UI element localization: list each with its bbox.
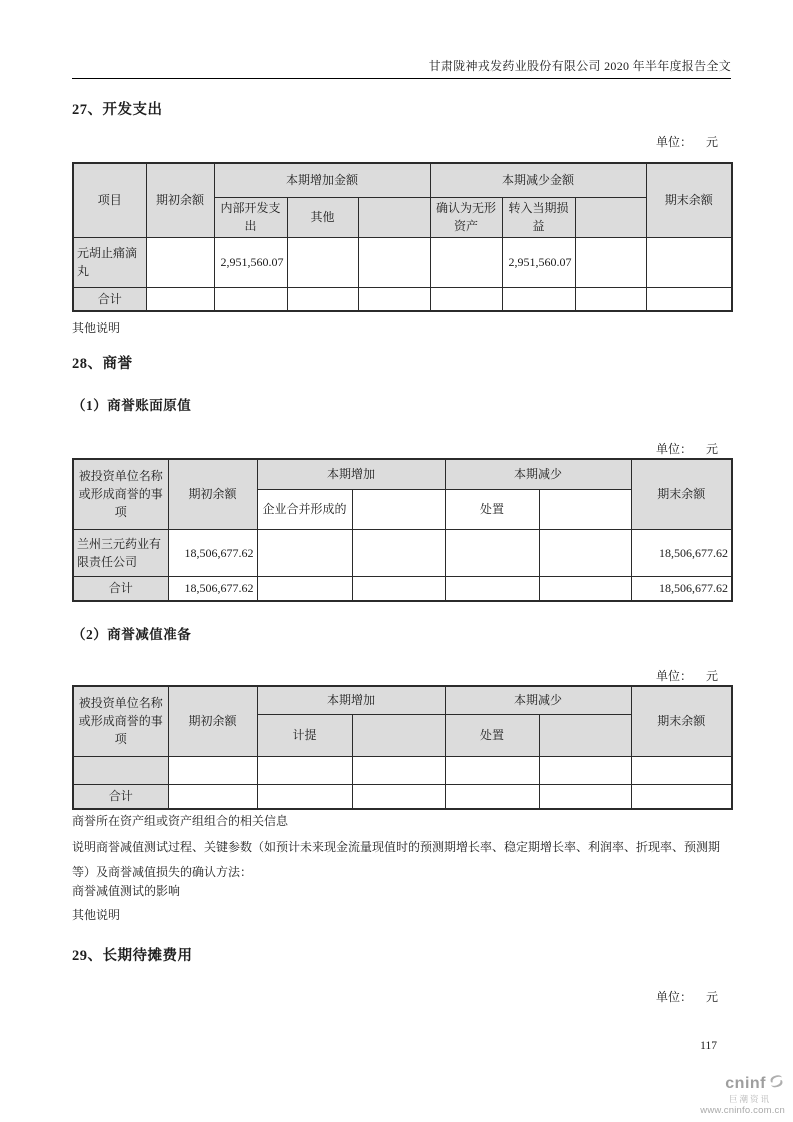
cell-internal-dev: 2,951,560.07 bbox=[214, 237, 287, 287]
th-investee: 被投资单位名称或形成商誉的事项 bbox=[73, 686, 168, 756]
unit-line-1 bbox=[656, 133, 718, 150]
th-blank bbox=[539, 714, 631, 756]
unit-value: 元 bbox=[705, 442, 718, 456]
header-divider bbox=[72, 78, 731, 79]
th-blank bbox=[575, 197, 646, 237]
cninfo-logo bbox=[655, 1074, 785, 1115]
cell-empty bbox=[257, 784, 352, 809]
th-disposal: 处置 bbox=[445, 489, 539, 529]
th-blank bbox=[352, 714, 445, 756]
cell-total-closing: 18,506,677.62 bbox=[631, 576, 732, 601]
total-row bbox=[73, 287, 732, 311]
th-opening-balance: 期初余额 bbox=[168, 459, 257, 529]
cell-merger bbox=[257, 529, 352, 576]
cell-closing: 18,506,677.62 bbox=[631, 529, 732, 576]
cninfo-swirl-icon bbox=[768, 1074, 785, 1093]
th-blank bbox=[358, 197, 430, 237]
cell-investee-name: 兰州三元药业有限责任公司 bbox=[73, 529, 168, 576]
cell-closing bbox=[646, 237, 732, 287]
goodwill-note-3: 商誉减值测试的影响 bbox=[72, 884, 181, 898]
unit-label: 单位： bbox=[655, 442, 692, 456]
cell-increase-blank bbox=[358, 237, 430, 287]
table-row bbox=[73, 237, 732, 287]
th-blank bbox=[352, 489, 445, 529]
th-decrease-group: 本期减少金额 bbox=[430, 163, 646, 197]
section-28-sub2-title: （2）商誉减值准备 bbox=[72, 627, 192, 642]
cell-empty bbox=[631, 756, 732, 784]
cell-total-opening: 18,506,677.62 bbox=[168, 576, 257, 601]
th-to-intangible: 确认为无形资产 bbox=[430, 197, 502, 237]
unit-label: 单位： bbox=[655, 135, 692, 149]
section-29-title: 29、长期待摊费用 bbox=[72, 948, 193, 964]
unit-label: 单位： bbox=[655, 669, 692, 683]
th-accrual: 计提 bbox=[257, 714, 352, 756]
cninfo-brand-text: cninf bbox=[725, 1074, 766, 1092]
cell-total-label: 合计 bbox=[73, 287, 146, 311]
cell-empty bbox=[168, 784, 257, 809]
cell-empty bbox=[430, 287, 502, 311]
cell-increase-blank bbox=[352, 529, 445, 576]
goodwill-note-2: 说明商誉减值测试过程、关键参数（如预计未来现金流量现值时的预测期增长率、稳定期增长率、利润率、折现率、预测期等）及商誉减值损失的确认方法： bbox=[72, 840, 721, 879]
section-28-title: 28、商誉 bbox=[72, 356, 133, 372]
cell-investee-name bbox=[73, 756, 168, 784]
table-row bbox=[73, 529, 732, 576]
cell-empty bbox=[352, 576, 445, 601]
cninfo-url: www.cninfo.com.cn bbox=[700, 1104, 785, 1116]
cninfo-cn-name: 巨潮资讯 bbox=[728, 1094, 771, 1104]
cell-empty bbox=[257, 756, 352, 784]
cell-empty bbox=[631, 784, 732, 809]
goodwill-impairment-table bbox=[72, 685, 733, 810]
cell-to-profit-loss: 2,951,560.07 bbox=[502, 237, 575, 287]
cell-opening bbox=[146, 237, 214, 287]
cell-opening: 18,506,677.62 bbox=[168, 529, 257, 576]
page-number: 117 bbox=[700, 1040, 717, 1052]
unit-line-2 bbox=[656, 440, 718, 457]
th-disposal: 处置 bbox=[445, 714, 539, 756]
th-internal-dev: 内部开发支出 bbox=[214, 197, 287, 237]
goodwill-cost-table bbox=[72, 458, 733, 602]
cell-decrease-blank bbox=[539, 529, 631, 576]
unit-value: 元 bbox=[705, 669, 718, 683]
total-row bbox=[73, 576, 732, 601]
cell-empty bbox=[287, 287, 358, 311]
cell-empty bbox=[358, 287, 430, 311]
cell-empty bbox=[445, 756, 539, 784]
th-merger-formed: 企业合并形成的 bbox=[257, 489, 352, 529]
goodwill-note-4: 其他说明 bbox=[72, 908, 121, 922]
cell-total-label: 合计 bbox=[73, 576, 168, 601]
section-27-note: 其他说明 bbox=[72, 321, 121, 335]
unit-label: 单位： bbox=[655, 990, 692, 1004]
th-to-profit-loss: 转入当期损益 bbox=[502, 197, 575, 237]
th-opening-balance: 期初余额 bbox=[146, 163, 214, 237]
goodwill-note-1: 商誉所在资产组或资产组组合的相关信息 bbox=[72, 814, 289, 828]
th-decrease-group: 本期减少 bbox=[445, 686, 631, 714]
cell-total-label: 合计 bbox=[73, 784, 168, 809]
cell-empty bbox=[146, 287, 214, 311]
cell-empty bbox=[168, 756, 257, 784]
cell-empty bbox=[352, 756, 445, 784]
th-closing-balance: 期末余额 bbox=[646, 163, 732, 237]
cell-empty bbox=[214, 287, 287, 311]
th-increase-group: 本期增加 bbox=[257, 459, 445, 489]
cell-empty bbox=[539, 784, 631, 809]
th-increase-group: 本期增加 bbox=[257, 686, 445, 714]
cell-empty bbox=[352, 784, 445, 809]
cell-empty bbox=[445, 576, 539, 601]
th-decrease-group: 本期减少 bbox=[445, 459, 631, 489]
th-item: 项目 bbox=[73, 163, 146, 237]
cninfo-brand-row bbox=[655, 1074, 785, 1093]
cell-empty bbox=[575, 287, 646, 311]
th-blank bbox=[539, 489, 631, 529]
unit-line-3 bbox=[656, 667, 718, 684]
section-27-title: 27、开发支出 bbox=[72, 102, 163, 118]
th-closing-balance: 期末余额 bbox=[631, 459, 732, 529]
unit-value: 元 bbox=[705, 990, 718, 1004]
document-header-title: 甘肃陇神戎发药业股份有限公司 2020 年半年度报告全文 bbox=[428, 59, 731, 73]
unit-value: 元 bbox=[705, 135, 718, 149]
cell-empty bbox=[502, 287, 575, 311]
th-increase-group: 本期增加金额 bbox=[214, 163, 430, 197]
cell-empty bbox=[539, 756, 631, 784]
cell-empty bbox=[257, 576, 352, 601]
cell-decrease-blank bbox=[575, 237, 646, 287]
th-closing-balance: 期末余额 bbox=[631, 686, 732, 756]
table-row bbox=[73, 756, 732, 784]
cell-increase-other bbox=[287, 237, 358, 287]
th-other: 其他 bbox=[287, 197, 358, 237]
th-investee: 被投资单位名称或形成商誉的事项 bbox=[73, 459, 168, 529]
cell-item-name: 元胡止痛滴丸 bbox=[73, 237, 146, 287]
cell-disposal bbox=[445, 529, 539, 576]
th-opening-balance: 期初余额 bbox=[168, 686, 257, 756]
unit-line-4 bbox=[656, 988, 718, 1005]
cell-empty bbox=[539, 576, 631, 601]
total-row bbox=[73, 784, 732, 809]
section-28-sub1-title: （1）商誉账面原值 bbox=[72, 398, 192, 413]
development-expenditure-table bbox=[72, 162, 733, 312]
cell-empty bbox=[445, 784, 539, 809]
cell-empty bbox=[646, 287, 732, 311]
cell-to-intangible bbox=[430, 237, 502, 287]
